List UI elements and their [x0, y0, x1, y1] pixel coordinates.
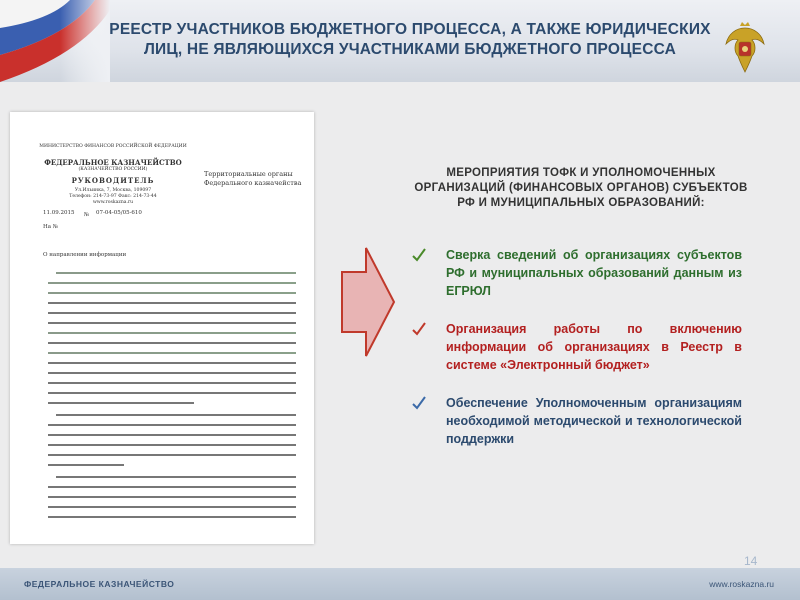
page-number: 14	[744, 554, 758, 568]
list-item	[412, 320, 742, 374]
doc-recipient: Территориальные органы Федерального казначейства	[204, 170, 302, 187]
doc-role: РУКОВОДИТЕЛЬ	[71, 176, 155, 185]
item-text: Организация работы по включению информации об организациях в Реестр в системе «Электронный бюджет»	[446, 322, 742, 372]
list-item	[412, 246, 742, 300]
doc-number: 07-04-05/05-610	[96, 210, 142, 216]
treasury-emblem-icon	[722, 22, 768, 74]
doc-agency: ФЕДЕРАЛЬНОЕ КАЗНАЧЕЙСТВО	[44, 158, 182, 167]
list-item	[412, 394, 742, 448]
item-text: Сверка сведений об организациях субъектов РФ и муниципальных образований данным из ЕГРЮЛ	[446, 248, 742, 298]
doc-number-sign: №	[84, 212, 90, 218]
doc-site: www.roskazna.ru	[92, 200, 134, 205]
item-text: Обеспечение Уполномоченным организациям необходимой методической и технологической поддержки	[446, 396, 742, 446]
checkmark-icon	[412, 322, 426, 336]
doc-to-ref: На №	[43, 224, 59, 230]
section-title: МЕРОПРИЯТИЯ ТОФК И УПОЛНОМОЧЕННЫХ ОРГАНИЗАЦИЙ (ФИНАНСОВЫХ ОРГАНОВ) СУБЪЕКТОВ РФ И МУНИЦИПАЛЬНЫХ ОБРАЗОВАНИЙ:	[414, 167, 748, 209]
footer-agency-name: ФЕДЕРАЛЬНОЕ КАЗНАЧЕЙСТВО	[24, 579, 175, 589]
header-bar	[0, 0, 800, 82]
footer-website-link[interactable]: www.roskazna.ru	[709, 579, 774, 589]
doc-date: 11.09.2015	[43, 210, 75, 216]
doc-ministry: МИНИСТЕРСТВО ФИНАНСОВ РОССИЙСКОЙ ФЕДЕРАЦИИ	[39, 144, 187, 149]
checkmark-icon	[412, 248, 426, 262]
checkmark-icon	[412, 396, 426, 410]
doc-subject: О направлении информации	[43, 252, 127, 258]
letter-document-image	[10, 112, 314, 544]
slide-title: РЕЕСТР УЧАСТНИКОВ БЮДЖЕТНОГО ПРОЦЕССА, А ТАКЖЕ ЮРИДИЧЕСКИХ ЛИЦ, НЕ ЯВЛЯЮЩИХСЯ УЧАСТНИКАМИ БЮДЖЕТНОГО ПРОЦЕССА	[109, 21, 711, 58]
doc-address: Ул.Ильинка, 7, Москва, 109097	[74, 188, 152, 193]
right-arrow-icon	[340, 246, 396, 358]
doc-agency-sub: (КАЗНАЧЕЙСТВО РОССИИ)	[78, 167, 148, 172]
footer-bar	[0, 568, 800, 600]
doc-phones: Телефон: 214-73-97 Факс: 214-73-44	[69, 194, 157, 199]
